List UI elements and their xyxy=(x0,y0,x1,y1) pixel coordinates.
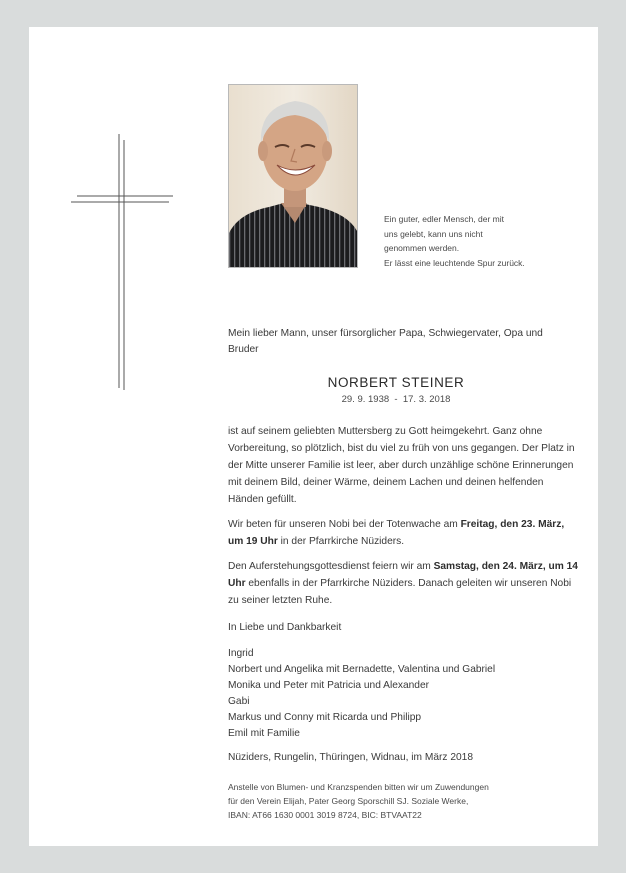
service-paragraph xyxy=(228,558,578,609)
family-member: Emil mit Familie xyxy=(228,728,300,739)
family-member: Gabi xyxy=(228,696,250,707)
closing-line: In Liebe und Dankbarkeit xyxy=(228,622,342,633)
life-dates: 29. 9. 1938 - 17. 3. 2018 xyxy=(341,394,451,405)
portrait-photo xyxy=(228,84,358,268)
service-date: Samstag, den 24. März, um 14 Uhr xyxy=(228,561,578,589)
family-list xyxy=(228,646,495,742)
family-member: Ingrid xyxy=(228,648,254,659)
family-member: Markus und Conny mit Ricarda und Philipp xyxy=(228,712,422,723)
family-member: Monika und Peter mit Patricia und Alexander xyxy=(228,680,430,691)
donation-note xyxy=(228,781,578,822)
family-member: Norbert und Angelika mit Bernadette, Valentina und Gabriel xyxy=(228,664,496,675)
donation-line: Anstelle von Blumen- und Kranzspenden bitten wir um Zuwendungen xyxy=(228,782,489,792)
intro-text: Mein lieber Mann, unser fürsorglicher Papa, Schwiegervater, Opa und Bruder xyxy=(228,328,543,355)
wake-paragraph xyxy=(228,516,578,550)
service-location: ebenfalls in der Pfarrkirche Nüziders. Danach geleiten wir unseren Nobi zu seiner letzten Ruhe. xyxy=(228,578,572,606)
motto-line: genommen werden. xyxy=(384,243,460,253)
announcement-paragraph: ist auf seinem geliebten Muttersberg zu Gott heimgekehrt. Ganz ohne Vorbereitung, so plötzlich, bist du viel zu früh von uns gegangen. Der Platz in der Mitte unserer Familie ist leer, aber durch unzählige schöne Erinnerungen mit deinem Bild, deiner Wärme, deinem Lachen und deinen helfenden Händen gefüllt. xyxy=(228,426,575,505)
deceased-name: NORBERT STEINER xyxy=(327,375,465,390)
motto-line: Er lässt eine leuchtende Spur zurück. xyxy=(384,257,525,268)
cross-icon xyxy=(69,132,175,392)
place-date: Nüziders, Rungelin, Thüringen, Widnau, im März 2018 xyxy=(228,752,473,763)
wake-text: Wir beten für unseren Nobi bei der Totenwache am xyxy=(228,519,461,530)
motto-quote xyxy=(384,212,584,270)
bank-details: IBAN: AT66 1630 0001 3019 8724, BIC: BTVAAT22 xyxy=(228,809,422,820)
wake-date: Freitag, den 23. März, um 19 Uhr xyxy=(228,519,565,547)
motto-line: uns gelebt, kann uns nicht xyxy=(384,228,483,239)
wake-location: in der Pfarrkirche Nüziders. xyxy=(277,536,405,547)
service-text: Den Auferstehungsgottesdienst feiern wir am xyxy=(228,561,434,572)
motto-line: Ein guter, edler Mensch, der mit xyxy=(384,214,505,224)
donation-line: für den Verein Elijah, Pater Georg Sporschill SJ. Soziale Werke, xyxy=(228,795,469,806)
